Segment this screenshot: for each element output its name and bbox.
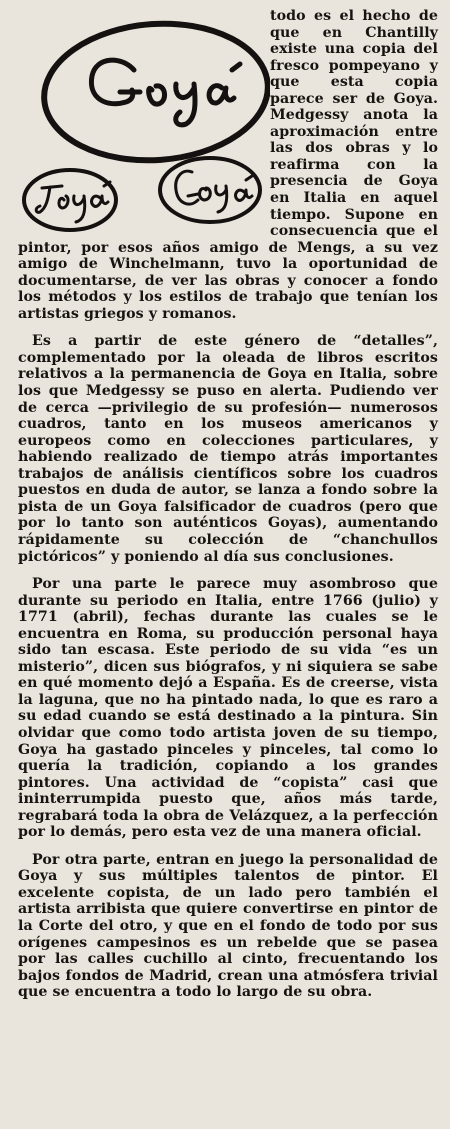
article-paragraph: Por una parte le parece muy asombroso que durante su periodo en Italia, entre 1766 (julio) y 1771 (abril), fechas durante las cuales se le encuentra en Roma, su producción personal haya sido tan escasa. Este periodo de su vida “es un misterio”, dicen sus biógrafos, y ni siquiera se sabe en qué momento dejó a España. Es de creerse, vista la laguna, que no ha pintado nada, lo que es raro a su edad cuando se está destinado a la pintura. Sin olvidar que como todo artista joven de su tiempo, Goya ha gastado pinceles y pinceles, tal como lo quería la tradición, copiando a los grandes pintores. Una actividad de “copista” casi que ininterrumpida puesto que, años más tarde, regrabará toda la obra de Velázquez, a la perfección por lo demás, pero esta vez de una manera oficial.	[18, 576, 438, 841]
article-body	[18, 8, 438, 1012]
article-paragraph: todo es el hecho de que en Chantilly existe una copia del fresco pompeyano y que esta copia parece ser de Goya. Medgessy anota la aproximación entre las dos obras y lo reafirma con la presencia de Goya en Italia en aquel tiempo. Supone en consecuencia que el pintor, por esos años amigo de Mengs, a su vez amigo de Winchelmann, tuvo la oportunidad de documentarse, de ver las obras y conocer a fondo los métodos y los estilos de trabajo que tenían los artistas griegos y romanos.	[18, 8, 438, 322]
article-paragraph: Por otra parte, entran en juego la personalidad de Goya y sus múltiples talentos de pintor. El excelente copista, de un lado pero también el artista arribista que quiere convertirse en pintor de la Corte del otro, y que en el fondo de todo por sus orígenes campesinos es un rebelde que se pasea por las calles cuchillo al cinto, frecuentando los bajos fondos de Madrid, crean una atmósfera trivial que se encuentra a todo lo largo de su obra.	[18, 851, 438, 1001]
illustration-spacer	[18, 8, 270, 232]
article-paragraph: Es a partir de este género de “detalles”, complementado por la oleada de libros escritos relativos a la permanencia de Goya en Italia, sobre los que Medgessy se puso en alerta. Pudiendo ver de cerca —privilegio de su profesión— numerosos cuadros, tanto en los museos americanos y europeos como en colecciones particulares, y habiendo realizado de tiempo atrás importantes trabajos de análisis científicos sobre los cuadros puestos en duda de autor, se lanza a fondo sobre la pista de un Goya falsificador de cuadros (pero que por lo tanto son auténticos Goyas), aumentando rápidamente su colección de “chanchullos pictóricos” y poniendo al día sus conclusiones.	[18, 333, 438, 565]
